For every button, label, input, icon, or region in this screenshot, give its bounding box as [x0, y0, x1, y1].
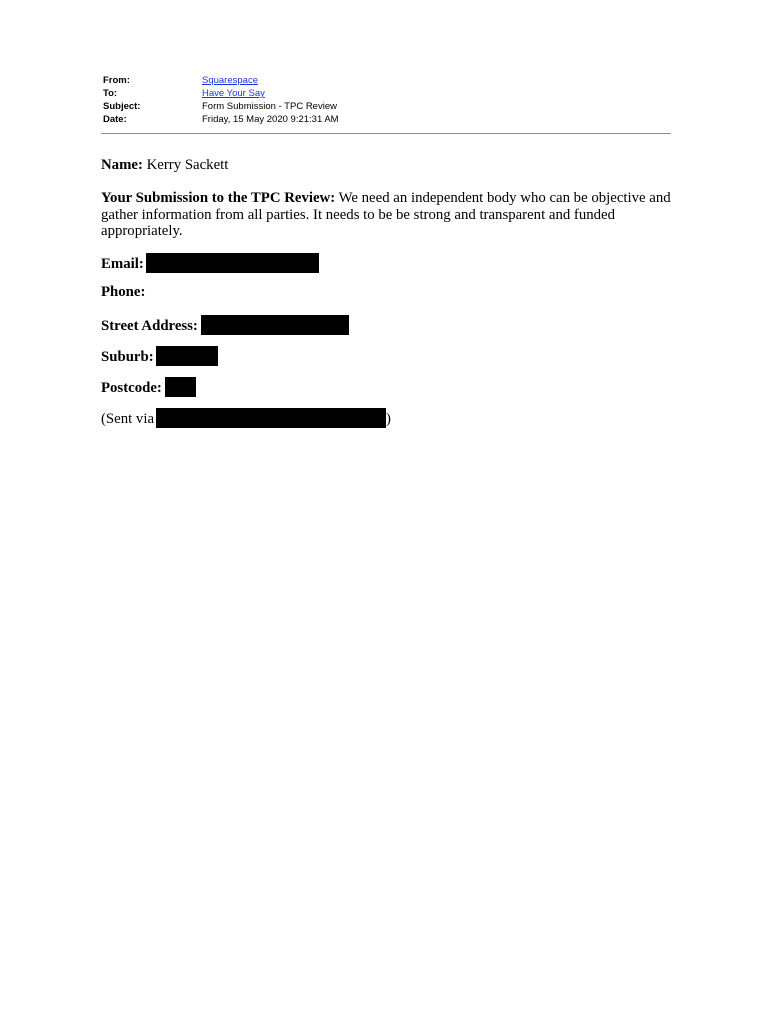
- email-label: Email:: [101, 256, 144, 272]
- from-link[interactable]: Squarespace: [202, 75, 258, 86]
- suburb-label: Suburb:: [101, 349, 154, 365]
- suburb-field: [101, 346, 676, 366]
- to-row: [103, 87, 671, 100]
- phone-field: [101, 284, 676, 301]
- subject-value: Form Submission - TPC Review: [202, 101, 337, 112]
- name-value: Kerry Sackett: [146, 157, 229, 173]
- name-label: Name:: [101, 157, 143, 173]
- date-value: Friday, 15 May 2020 9:21:31 AM: [202, 114, 339, 125]
- email-field: [101, 253, 676, 273]
- to-link[interactable]: Have Your Say: [202, 88, 265, 99]
- to-label: To:: [103, 88, 118, 99]
- sent-via-field: [101, 408, 676, 428]
- submission-field: [101, 190, 676, 240]
- suburb-redaction: [156, 346, 218, 366]
- email-header: [103, 74, 671, 126]
- subject-row: [103, 100, 671, 113]
- phone-label: Phone:: [101, 284, 146, 300]
- date-row: [103, 113, 671, 126]
- sent-via-redaction: [156, 408, 386, 428]
- postcode-label: Postcode:: [101, 380, 162, 396]
- street-label: Street Address:: [101, 318, 198, 334]
- sent-suffix: ): [386, 411, 391, 427]
- date-label: Date:: [103, 114, 127, 125]
- subject-label: Subject:: [103, 101, 141, 112]
- sent-prefix: (Sent via: [101, 411, 155, 427]
- name-field: [101, 157, 676, 174]
- submission-label: Your Submission to the TPC Review:: [101, 190, 336, 206]
- from-label: From:: [103, 75, 130, 86]
- from-row: [103, 74, 671, 87]
- submission-value: We need an independent body who can be objective and gather information from all parties. It needs to be be strong and transparent and funded appropriately.: [101, 190, 671, 239]
- street-field: [101, 315, 676, 335]
- street-redaction: [201, 315, 349, 335]
- postcode-field: [101, 377, 676, 397]
- header-divider: [101, 133, 671, 134]
- postcode-redaction: [165, 377, 196, 397]
- email-redaction: [146, 253, 319, 273]
